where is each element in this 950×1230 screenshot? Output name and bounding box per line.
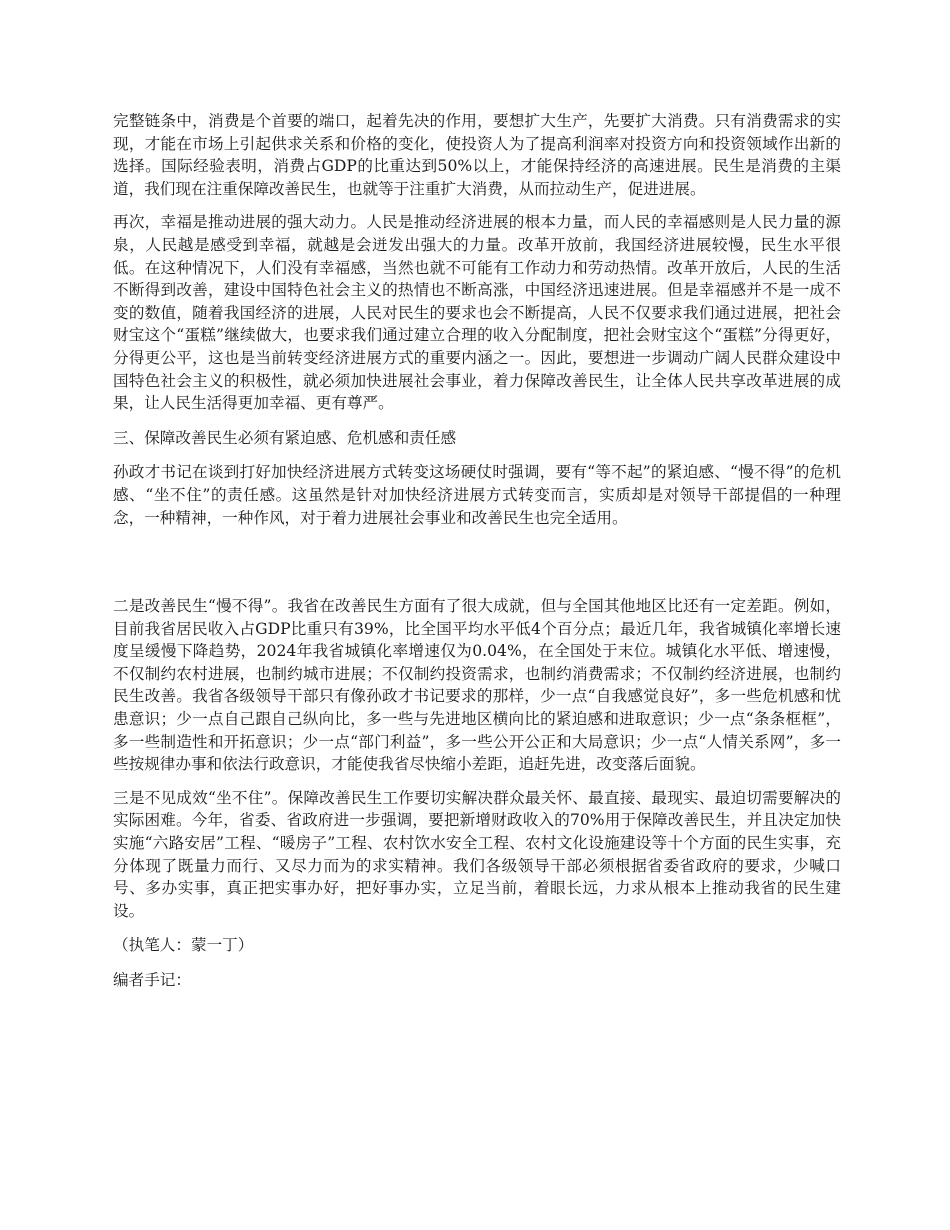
paragraph-third-point: 三是不见成效“坐不住”。保障改善民生工作要切实解决群众最关怀、最直接、最现实、最迫切需要解决的实际困难。今年，省委、省政府进一步强调，要把新增财政收入的70%用于保障改善民生，并且决定加快实施“六路安居”工程、“暖房子”工程、农村饮水安全工程、农村文化设施建设等十个方面的民生实事，充分体现了既量力而行、又尽力而为的求实精神。我们各级领导干部必须根据省委省政府的要求，少喊口号、多办实事，真正把实事办好，把好事办实，立足当前，着眼长远，力求从根本上推动我省的民生建设。 xyxy=(113,788,841,920)
document-body xyxy=(113,110,841,992)
paragraph-second-point: 二是改善民生“慢不得”。我省在改善民生方面有了很大成就，但与全国其他地区比还有一定差距。例如，目前我省居民收入占GDP比重只有39%，比全国平均水平低4个百分点；最近几年，我省城镇化率增长速度呈缓慢下降趋势，2024年我省城镇化率增速仅为0.04%，在全国处于末位。城镇化水平低、增速慢，不仅制约农村进展，也制约城市进展；不仅制约投资需求，也制约消费需求；不仅制约经济进展，也制约民生改善。我省各级领导干部只有像孙政才书记要求的那样，少一点“自我感觉良好”，多一些危机感和忧患意识；少一点自己跟自己纵向比，多一些与先进地区横向比的紧迫感和进取意识；少一点“条条框框”，多一些制造性和开拓意识；少一点“部门利益”，多一些公开公正和大局意识；少一点“人情关系网”，多一些按规律办事和依法行政意识，才能使我省尽快缩小差距，追赶先进，改变落后面貌。 xyxy=(113,597,841,774)
paragraph-happiness: 再次，幸福是推动进展的强大动力。人民是推动经济进展的根本力量，而人民的幸福感则是人民力量的源泉，人民越是感受到幸福，就越是会迸发出强大的力量。改革开放前，我国经济进展较慢，民生水平很低。在这种情况下，人们没有幸福感，当然也就不可能有工作动力和劳动热情。改革开放后，人民的生活不断得到改善，建设中国特色社会主义的热情也不断高涨，中国经济迅速进展。但是幸福感并不是一成不变的数值，随着我国经济的进展，人民对民生的要求也会不断提高，人民不仅要求我们通过进展，把社会财宝这个“蛋糕”继续做大，也要求我们通过建立合理的收入分配制度，把社会财宝这个“蛋糕”分得更好，分得更公平，这也是当前转变经济进展方式的重要内涵之一。因此，要想进一步调动广阔人民群众建设中国特色社会主义的积极性，就必须加快进展社会事业，着力保障改善民生，让全体人民共享改革进展的成果，让人民生活得更加幸福、更有尊严。 xyxy=(113,213,841,413)
paragraph-sun-zhengcai: 孙政才书记在谈到打好加快经济进展方式转变这场硬仗时强调，要有“等不起”的紧迫感、“慢不得”的危机感、“坐不住”的责任感。这虽然是针对加快经济进展方式转变而言，实质却是对领导干部提倡的一种理念，一种精神，一种作风，对于着力进展社会事业和改善民生也完全适用。 xyxy=(113,463,841,527)
author-note: （执笔人：蒙一丁） xyxy=(113,936,254,955)
paragraph-consumption: 完整链条中，消费是个首要的端口，起着先决的作用，要想扩大生产，先要扩大消费。只有消费需求的实现，才能在市场上引起供求关系和价格的变化，使投资人为了提高利润率对投资方向和投资领域作出新的选择。国际经验表明，消费占GDP的比重达到50%以上，才能保持经济的高速进展。民生是消费的主渠道，我们现在注重保障改善民生，也就等于注重扩大消费，从而拉动生产，促进进展。 xyxy=(113,112,841,198)
section-heading: 三、保障改善民生必须有紧迫感、危机感和责任感 xyxy=(113,428,457,447)
editor-note-label: 编者手记： xyxy=(113,971,191,989)
